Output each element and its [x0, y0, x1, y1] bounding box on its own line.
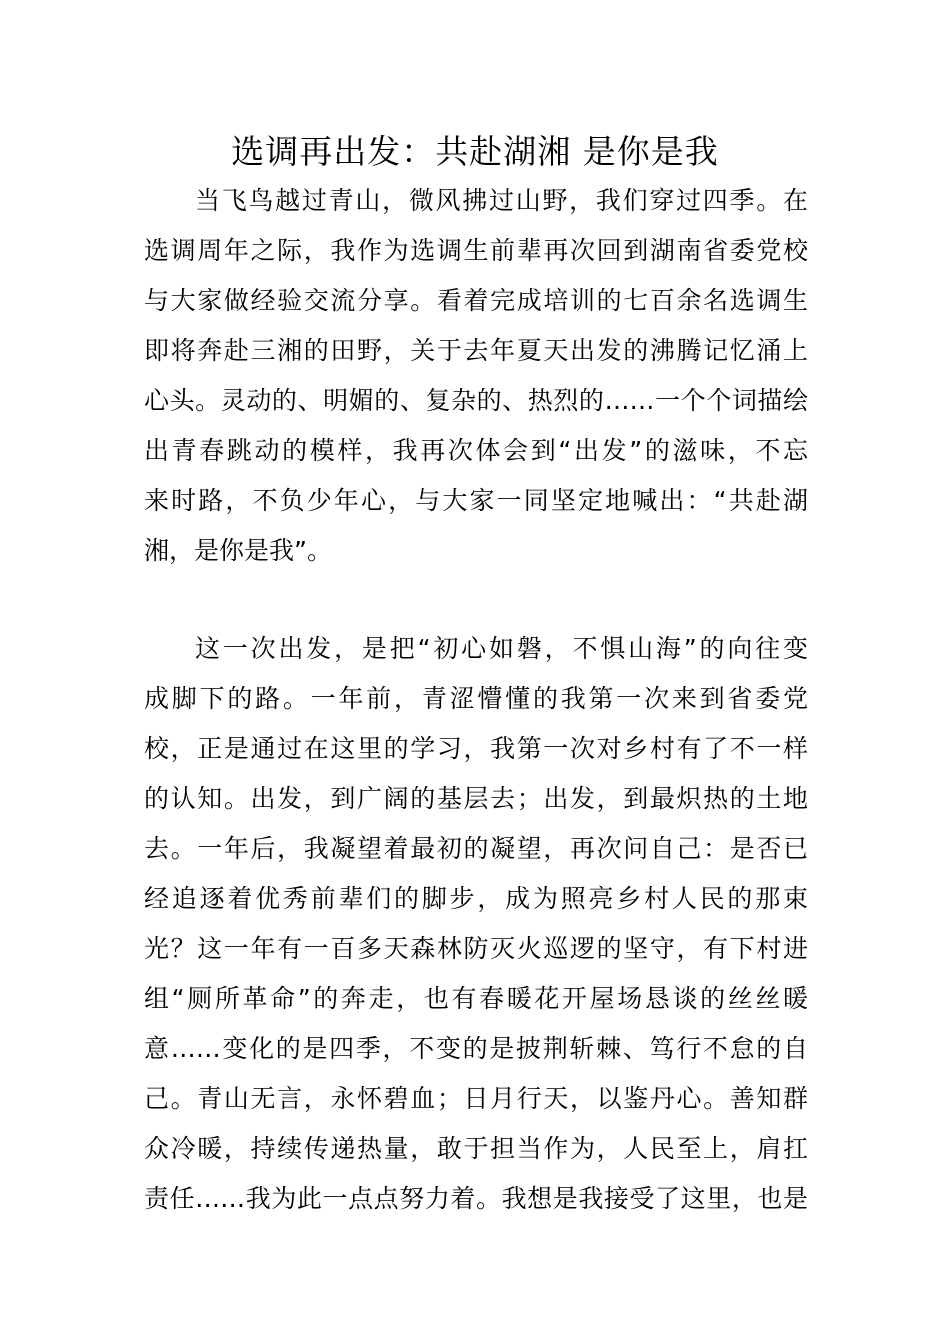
paragraph-2-line: 经追逐着优秀前辈们的脚步，成为照亮乡村人民的那束	[144, 884, 808, 913]
paragraph-2-line: 光？这一年有一百多天森林防灭火巡逻的坚守，有下村进	[144, 934, 808, 963]
paragraph-1-line: 与大家做经验交流分享。看着完成培训的七百余名选调生	[144, 286, 808, 315]
paragraph-1-line: 来时路，不负少年心，与大家一同坚定地喊出：“共赴湖	[144, 486, 808, 515]
paragraph-2-line: 校，正是通过在这里的学习，我第一次对乡村有了不一样	[144, 734, 808, 763]
paragraph-1-line: 选调周年之际，我作为选调生前辈再次回到湖南省委党校	[144, 236, 808, 265]
paragraph-2-line: 成脚下的路。一年前，青涩懵懂的我第一次来到省委党	[144, 684, 808, 713]
paragraph-1-line: 即将奔赴三湘的田野，关于去年夏天出发的沸腾记忆涌上	[144, 336, 808, 365]
paragraph-1-line: 心头。灵动的、明媚的、复杂的、热烈的……一个个词描绘	[144, 386, 808, 415]
paragraph-2-line: 众冷暖，持续传递热量，敢于担当作为，人民至上，肩扛	[144, 1134, 808, 1163]
paragraph-1-line: 当飞鸟越过青山，微风拂过山野，我们穿过四季。在	[195, 186, 808, 215]
paragraph-2-line: 组“厕所革命”的奔走，也有春暖花开屋场恳谈的丝丝暖	[144, 984, 808, 1013]
paragraph-2-line: 责任……我为此一点点努力着。我想是我接受了这里，也是	[144, 1184, 808, 1213]
paragraph-2-line: 的认知。出发，到广阔的基层去；出发，到最炽热的土地	[144, 784, 808, 813]
paragraph-2-line: 己。青山无言，永怀碧血；日月行天，以鉴丹心。善知群	[144, 1084, 808, 1113]
paragraph-2-line: 去。一年后，我凝望着最初的凝望，再次问自己：是否已	[144, 834, 808, 863]
paragraph-1-line: 出青春跳动的模样，我再次体会到“出发”的滋味，不忘	[144, 436, 808, 465]
paragraph-2-line: 这一次出发，是把“初心如磐，不惧山海”的向往变	[195, 634, 808, 663]
document-title: 选调再出发：共赴湖湘 是你是我	[231, 132, 719, 171]
paragraph-1-line: 湘，是你是我”。	[144, 536, 332, 565]
paragraph-2-line: 意……变化的是四季，不变的是披荆斩棘、笃行不怠的自	[144, 1034, 808, 1063]
